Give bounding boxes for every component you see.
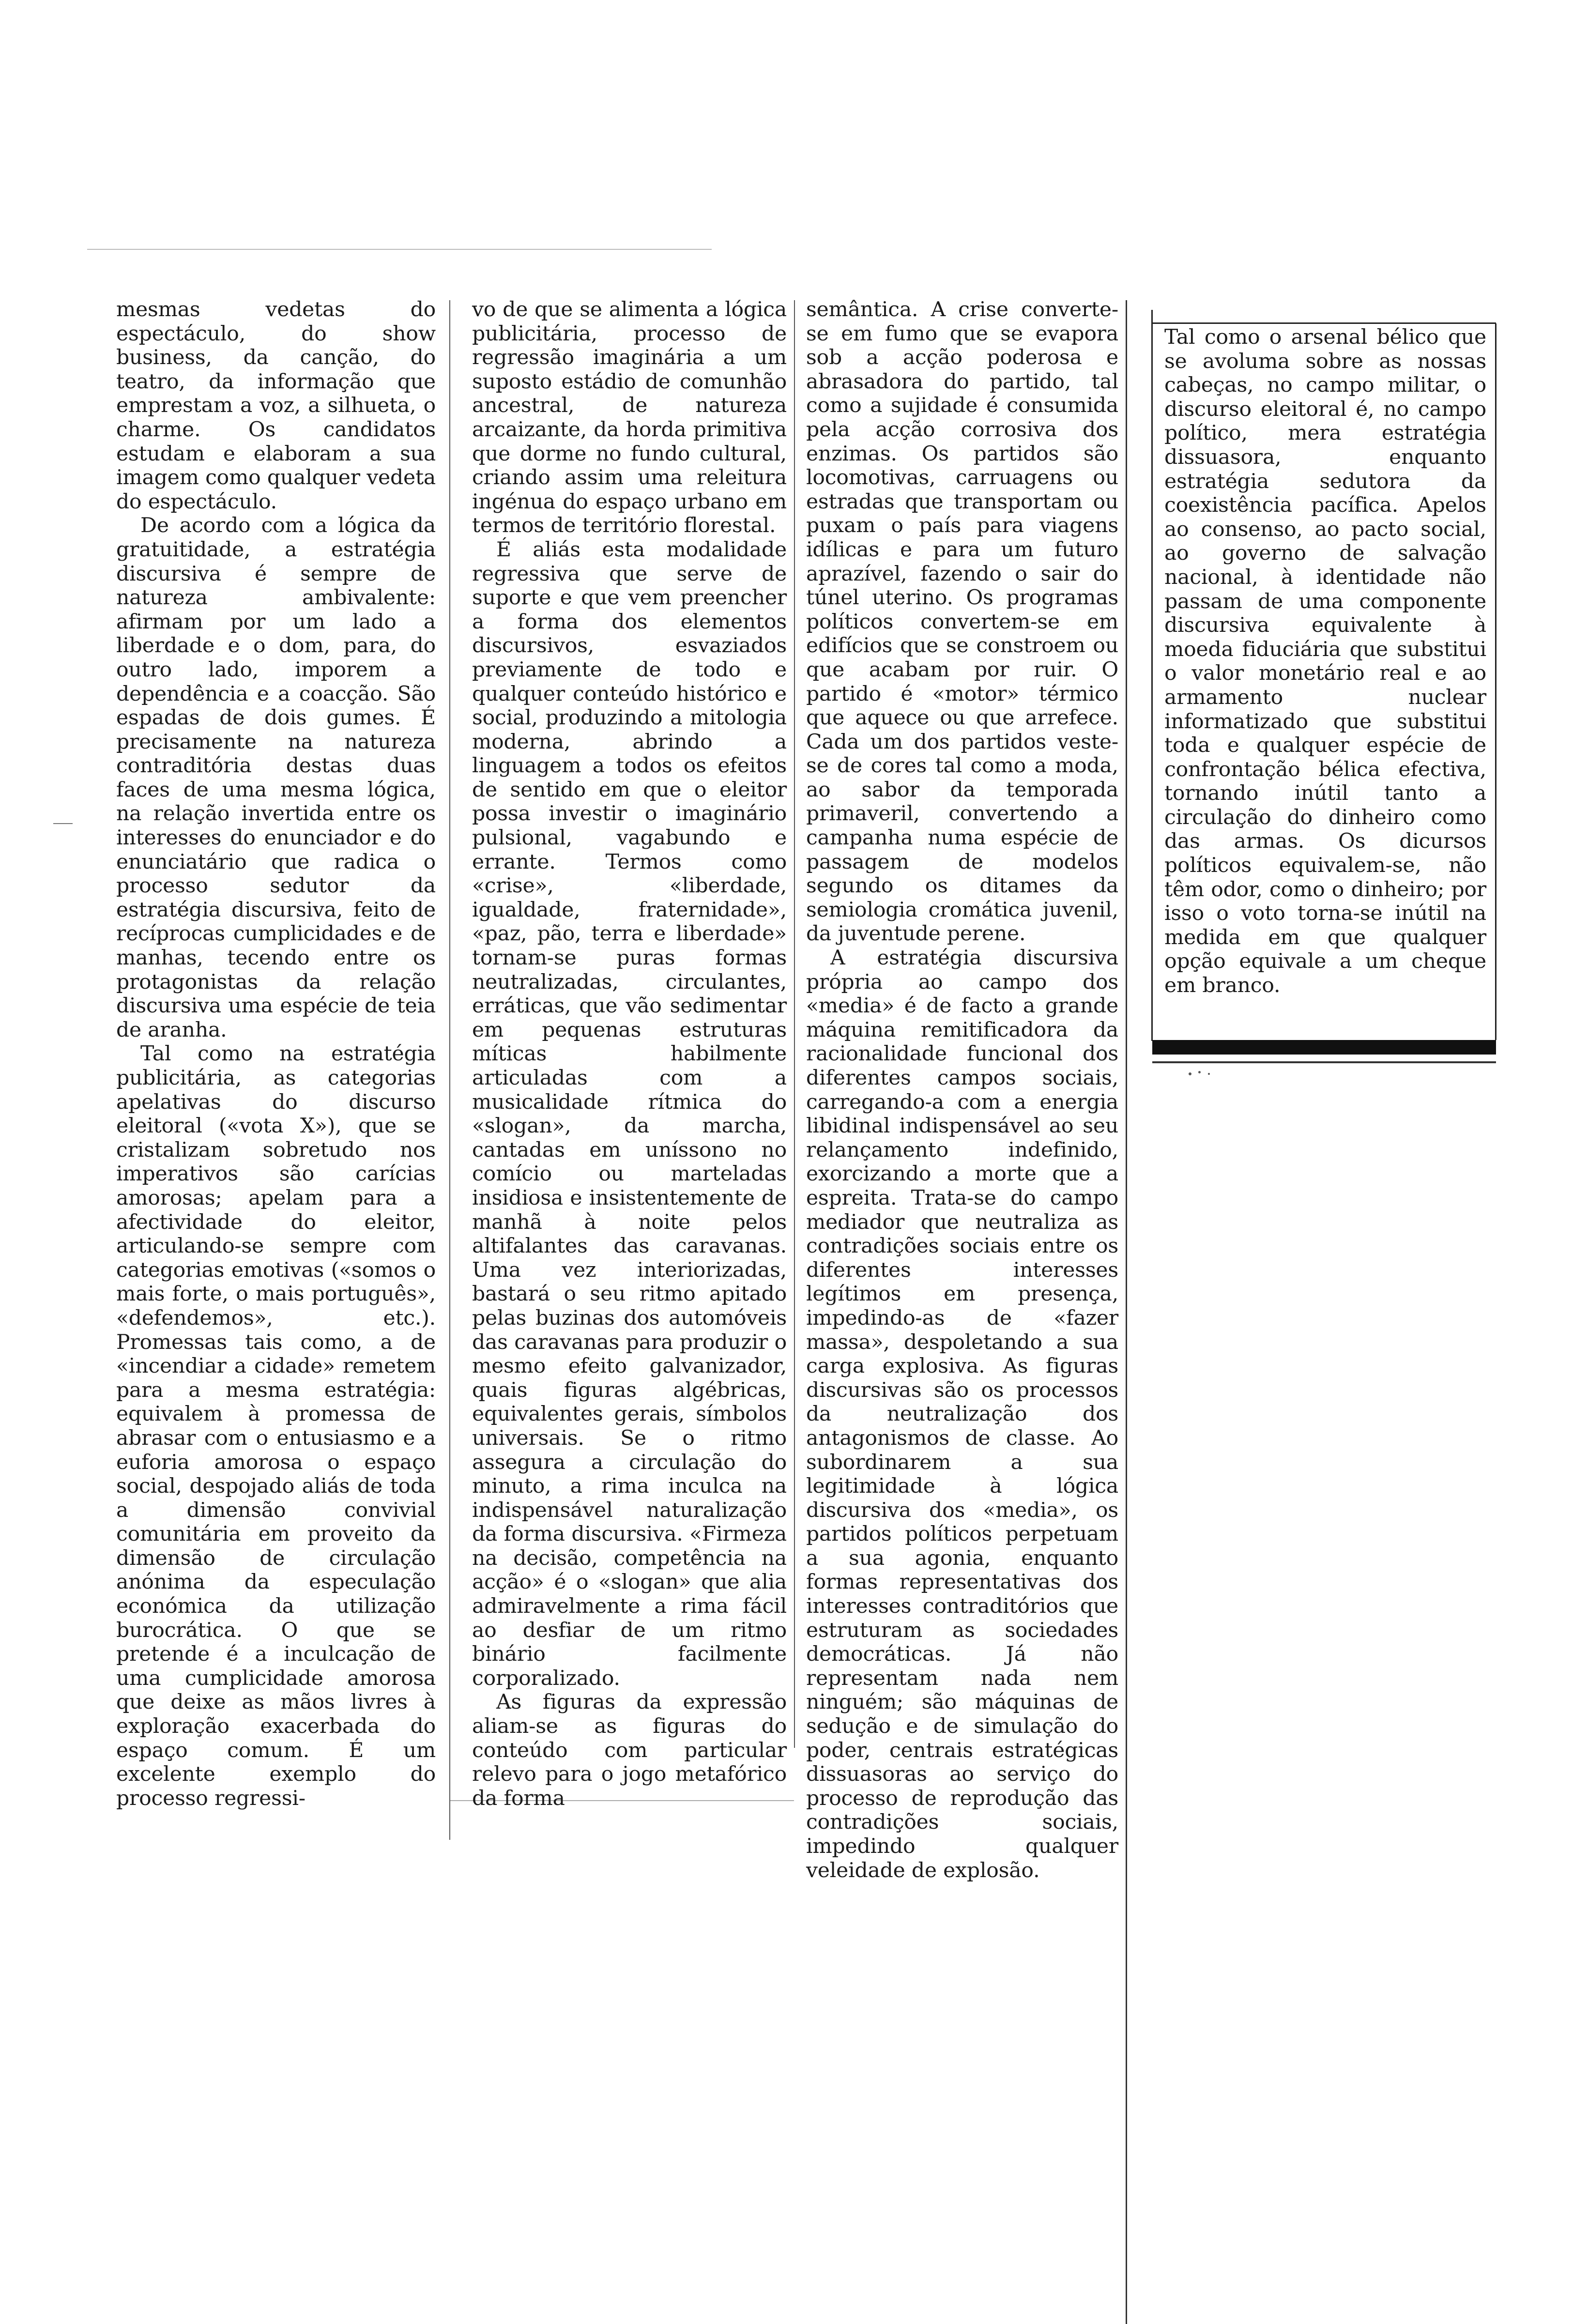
top-rule <box>87 249 712 250</box>
article-column-1 <box>116 298 436 1810</box>
paragraph: semântica. A crise converte-se em fumo que se evapora sob a acção poderosa e abrasadora do partido, tal como a sujidade é consumida pela acção corrosiva dos enzimas. Os partidos são locomotivas, carruagens ou estradas que transportam ou puxam o país para viagens idílicas e para um futuro aprazível, fazendo o sair do túnel uterino. Os programas políticos convertem-se em edifícios que se constroem ou que acabam por ruir. O partido é «motor» térmico que aquece ou que arrefece. Cada um dos partidos veste-se de cores tal como a moda, ao sabor da temporada primaveril, convertendo a campanha numa espécie de passagem de modelos segundo os ditames da semiologia cromática juvenil, da juventude perene. <box>806 298 1118 946</box>
paragraph: A estratégia discursiva própria ao campo dos «media» é de facto a grande máquina remitificadora da racionalidade funcional dos diferentes campos sociais, carregando-a com a energia libidinal indispensável ao seu relançamento indefinido, exorcizando a morte que a espreita. Trata-se do campo mediador que neutraliza as contradições sociais entre os diferentes interesses legítimos em presença, impedindo-as de «fazer massa», despoletando a sua carga explosiva. As figuras discursivas são os processos da neutralização dos antagonismos de classe. Ao subordinarem a sua legitimidade à lógica discursiva dos «media», os partidos políticos perpetuam a sua agonia, enquanto formas representativas dos interesses contraditórios que estruturam as sociedades democráticas. Já não representam nada nem ninguém; são máquinas de sedução e de simulação do poder, centrais estratégicas dissuasoras ao serviço do processo de reprodução das contradições sociais, impedindo qualquer veleidade de explosão. <box>806 946 1118 1882</box>
paragraph: vo de que se alimenta a lógica publicitária, processo de regressão imaginária a um suposto estádio de comunhão ancestral, de natureza arcaizante, da horda primitiva que dorme no fundo cultural, criando assim uma releitura ingénua do espaço urbano em termos de território florestal. <box>472 298 787 538</box>
paragraph: É aliás esta modalidade regressiva que serve de suporte e que vem preencher a forma dos elementos discursivos, esvaziados previamente de todo e qualquer conteúdo histórico e social, produzindo a mitologia moderna, abrindo a linguagem a todos os efeitos de sentido em que o eleitor possa investir o imaginário pulsional, vagabundo e errante. Termos como «crise», «liberdade, igualdade, fraternidade», «paz, pão, terra e liberdade» tornam-se puras formas neutralizadas, circulantes, erráticas, que vão sedimentar em pequenas estruturas míticas habilmente articuladas com a musicalidade rítmica do «slogan», da marcha, cantadas em uníssono no comício ou marteladas insidiosa e insistentemente de manhã à noite pelos altifalantes das caravanas. Uma vez interiorizadas, bastará o seu ritmo apitado pelas buzinas dos automóveis das caravanas para produzir o mesmo efeito galvanizador, quais figuras algébricas, equivalentes gerais, símbolos universais. Se o ritmo assegura a circulação do minuto, a rima inculca na indispensável naturalização da forma discursiva. «Firmeza na decisão, competência na acção» é o «slogan» que alia admiravelmente a rima fácil ao desfiar de um ritmo binário facilmente corporalizado. <box>472 537 787 1690</box>
column-divider-3 <box>1126 300 1127 2324</box>
print-speck <box>1198 1071 1201 1073</box>
print-speck <box>1208 1073 1210 1075</box>
column-divider-2 <box>794 300 795 1748</box>
box-bottom-rule <box>1152 1061 1496 1063</box>
paragraph: Tal como na estratégia publicitária, as categorias apelativas do discurso eleitoral («vota X»), que se cristalizam sobretudo nos imperativos são carícias amorosas; apelam para a afectividade do eleitor, articulando-se sempre com categorias emotivas («somos o mais forte, o mais português», «defendemos», etc.). Promessas tais como, a de «incendiar a cidade» remetem para a mesma estratégia: equivalem à promessa de abrasar com o entusiasmo e a euforia amorosa o espaço social, despojado aliás de toda a dimensão convivial comunitária em proveito da dimensão de circulação anónima da especulação económica da utilização burocrática. O que se pretende é a inculcação de uma cumplicidade amorosa que deixe as mãos livres à exploração exacerbada do espaço comum. É um excelente exemplo do processo regressi- <box>116 1042 436 1810</box>
paragraph: mesmas vedetas do espectáculo, do show business, da canção, do teatro, da informação que emprestam a voz, a silhueta, o charme. Os candidatos estudam e elaboram a sua imagem como qualquer vedeta do espectáculo. <box>116 298 436 514</box>
boxed-column-4 <box>1164 325 1486 998</box>
column-divider-1 <box>449 300 450 1840</box>
box-top-border <box>1152 322 1496 324</box>
print-speck <box>53 823 73 824</box>
print-speck <box>1189 1072 1191 1075</box>
paragraph: Tal como o arsenal bélico que se avoluma sobre as nossas cabeças, no campo militar, o discurso eleitoral é, no campo político, mera estratégia dissuasora, enquanto estratégia sedutora da coexistência pacífica. Apelos ao consenso, ao pacto social, ao governo de salvação nacional, à identidade não passam de uma componente discursiva equivalente à moeda fiduciária que substitui o valor monetário real e ao armamento nuclear informatizado que substitui toda e qualquer espécie de confrontação bélica efectiva, tornando inútil tanto a circulação do dinheiro como das armas. Os dicursos políticos equivalem-se, não têm odor, como o dinheiro; por isso o voto torna-se inútil na medida em que qualquer opção equivale a um cheque em branco. <box>1164 325 1486 998</box>
paragraph: De acordo com a lógica da gratuitidade, a estratégia discursiva é sempre de natureza ambivalente: afirmam por um lado a liberdade e o dom, para, do outro lado, imporem a dependência e a coacção. São espadas de dois gumes. É precisamente na natureza contraditória destas duas faces de uma mesma lógica, na relação invertida entre os interesses do enunciador e do enunciatário que radica o processo sedutor da estratégia discursiva, feito de recíprocas cumplicidades e de manhas, tecendo entre os protagonistas da relação discursiva uma espécie de teia de aranha. <box>116 514 436 1042</box>
box-right-border <box>1495 323 1496 1040</box>
paragraph: As figuras da expressão aliam-se as figuras do conteúdo com particular relevo para o jogo metafórico da forma <box>472 1690 787 1810</box>
article-column-3 <box>806 298 1118 1882</box>
box-bottom-bar <box>1152 1040 1496 1055</box>
article-column-2 <box>472 298 787 1810</box>
box-left-border <box>1151 310 1153 1041</box>
